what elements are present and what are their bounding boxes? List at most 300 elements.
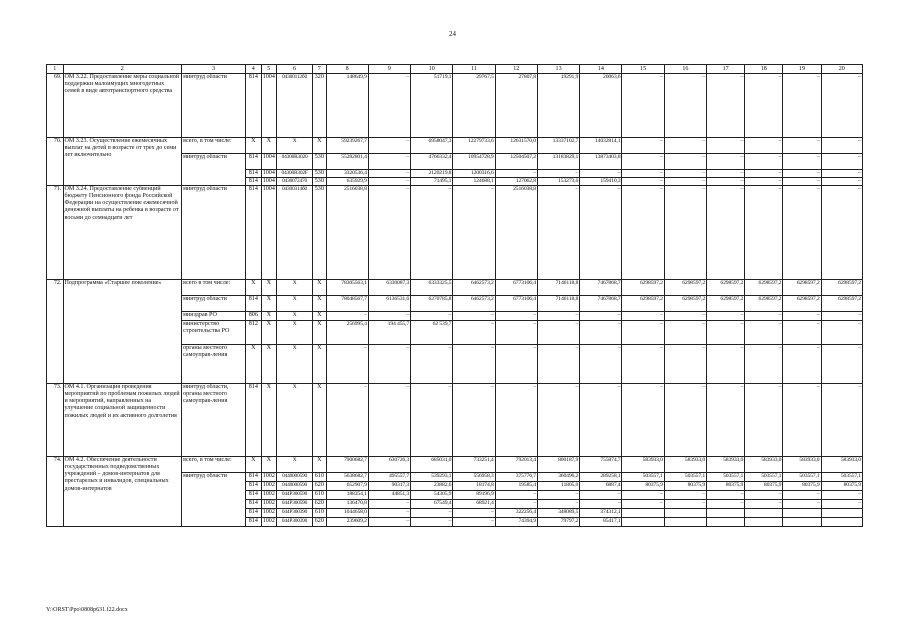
target-article-cell: X [277,321,313,345]
amount-cell: – [707,321,745,345]
executor-cell: минтруд области [182,74,246,138]
amount-cell: – [745,138,783,154]
amount-cell: – [745,186,783,280]
col-header: 3 [182,65,246,74]
amount-cell [622,518,664,527]
section-code-cell: 1002 [261,518,276,527]
amount-cell: – [745,491,783,500]
amount-cell: – [664,384,706,457]
amount-cell: 11805,0 [537,482,579,491]
amount-cell: 733251,4 [453,457,495,473]
amount-cell: 55282801,4 [326,154,368,170]
amount-cell: 67549,4 [411,500,453,509]
amount-cell: – [783,321,821,345]
amount-cell: – [411,345,453,384]
amount-cell: 20063,6 [580,74,622,138]
amount-cell: 13183829,1 [537,154,579,170]
col-header: 6 [277,65,313,74]
amount-cell [707,509,745,518]
amount-cell: 13873403,8 [580,154,622,170]
amount-cell: – [622,178,664,186]
amount-cell: 6462573,2 [453,296,495,312]
amount-cell: – [664,321,706,345]
amount-cell: – [453,518,495,527]
amount-cell: 800187,9 [537,457,579,473]
amount-cell: 85417,1 [580,518,622,527]
executor-cell: минтруд области [182,473,246,527]
executor-cell: министерство строительства РО [182,321,246,345]
amount-cell: 59239267,7 [326,138,368,154]
section-code-cell: 1002 [261,491,276,500]
amount-cell: – [745,384,783,457]
amount-cell: – [453,509,495,518]
amount-cell: – [707,500,745,509]
section-code-cell: 1002 [261,473,276,482]
amount-cell: 6298597,2 [622,296,664,312]
expense-type-cell: 610 [313,509,326,518]
amount-cell: 6298597,2 [707,296,745,312]
amount-cell: 7900682,7 [326,457,368,473]
expense-type-cell: X [313,457,326,473]
ministry-code-cell: 814 [246,296,261,312]
amount-cell: – [821,321,862,345]
amount-cell: 685031,0 [411,457,453,473]
amount-cell: – [664,491,706,500]
measure-name-cell: ОМ 3.24. Предоставление субвенций бюджету Пенсионного фонда Российской Федерации на осуществление ежемесячной денежной выплаты на ребенка в возрасте от восьми до семнадцати лет [63,186,182,280]
expense-type-cell: 620 [313,500,326,509]
expense-type-cell: X [313,321,326,345]
amount-cell: 68921,4 [453,500,495,509]
col-header: 16 [664,65,706,74]
amount-cell: – [368,500,410,509]
amount-cell: – [783,186,821,280]
amount-cell: 159410,3 [580,178,622,186]
table-row [47,384,863,457]
amount-cell: – [537,321,579,345]
col-header: 1 [47,65,64,74]
amount-cell: 74394,9 [495,518,537,527]
amount-cell: – [745,312,783,321]
amount-cell: – [745,154,783,170]
amount-cell: 583933,0 [783,457,821,473]
ministry-code-cell: 814 [246,384,261,457]
col-header: 8 [326,65,368,74]
col-header: 2 [63,65,182,74]
amount-cell: – [707,312,745,321]
amount-cell: 194 455,7 [368,321,410,345]
target-article-cell: X [277,384,313,457]
amount-cell: – [664,74,706,138]
amount-cell: – [707,384,745,457]
row-number-cell: 70. [47,138,64,186]
amount-cell: 239609,2 [326,518,368,527]
amount-cell: – [495,491,537,500]
amount-cell: – [821,186,862,280]
target-article-cell: 0440000590 [277,473,313,482]
target-article-cell: X [277,312,313,321]
amount-cell: – [745,74,783,138]
amount-cell: 322256,4 [495,509,537,518]
amount-cell: – [783,74,821,138]
col-header: 18 [745,65,783,74]
amount-cell: – [368,170,410,178]
section-code-cell: X [261,296,276,312]
row-number-cell: 74. [47,457,64,527]
amount-cell [664,518,706,527]
amount-cell: 13337102,7 [537,138,579,154]
expense-type-cell: X [313,384,326,457]
amount-cell: – [745,178,783,186]
amount-cell: – [707,345,745,384]
measure-name-cell: ОМ 3.22. Предоставление меры социальной поддержки малоимущих многодетных семей в виде автотранспортного средства [63,74,182,138]
amount-cell: 7467868,7 [580,296,622,312]
amount-cell: – [783,312,821,321]
page-number: 24 [449,30,456,38]
amount-cell: – [707,186,745,280]
amount-cell: – [368,178,410,186]
amount-cell: 6270785,8 [411,296,453,312]
col-header: 20 [821,65,862,74]
ministry-code-cell: 814 [246,491,261,500]
measure-name-cell: ОМ 4.1. Организация проведения мероприятий по проблемам пожилых людей и мероприятий, направленных на улучшение социальной защищенности пожилых людей и их активного долголетия [63,384,182,457]
amount-cell: – [495,312,537,321]
executor-cell: всего в том числе: [182,280,246,296]
amount-cell: – [707,138,745,154]
target-article-cell: 044P300590 [277,491,313,500]
amount-cell: 635929,9 [326,178,368,186]
section-code-cell: 1004 [261,186,276,280]
amount-cell: 6298597,2 [622,280,664,296]
section-code-cell: X [261,138,276,154]
amount-cell: 503557,1 [707,473,745,482]
amount-cell [664,509,706,518]
col-header: 11 [453,65,495,74]
target-article-cell: 044P300390 [277,518,313,527]
amount-cell: 12279733,6 [453,138,495,154]
amount-cell: 12504507,2 [495,154,537,170]
amount-cell: 503557,1 [664,473,706,482]
amount-cell: 495557,7 [368,473,410,482]
executor-cell: всего, в том числе: [182,457,246,473]
amount-cell: – [821,312,862,321]
target-article-cell: X [277,138,313,154]
amount-cell: – [664,138,706,154]
amount-cell: 792013,4 [495,457,537,473]
executor-cell: минтруд области [182,154,246,186]
target-article-cell: 04300112б0 [277,74,313,138]
amount-cell [622,509,664,518]
amount-cell: 583933,0 [821,457,862,473]
amount-cell: 80375,9 [745,482,783,491]
col-header: 17 [707,65,745,74]
amount-cell: 583933,0 [745,457,783,473]
col-header: 4 [246,65,261,74]
amount-cell: – [745,321,783,345]
row-number-cell: 72. [47,280,64,384]
amount-cell: 23882,6 [411,482,453,491]
amount-cell: 256995,4 [326,321,368,345]
amount-cell: – [821,178,862,186]
ministry-code-cell: X [246,457,261,473]
amount-cell: 71495,1 [411,178,453,186]
amount-cell [821,518,862,527]
target-article-cell: X [277,280,313,296]
amount-cell: 29767,5 [453,74,495,138]
amount-cell: 19291,9 [537,74,579,138]
amount-cell: – [821,138,862,154]
amount-cell: – [368,509,410,518]
amount-cell: – [783,345,821,384]
amount-cell: – [707,74,745,138]
amount-cell: 90317,3 [368,482,410,491]
amount-cell: 6773106,4 [495,296,537,312]
amount-cell: 3320536,4 [326,170,368,178]
target-article-cell: X [277,457,313,473]
expense-type-cell: 620 [313,482,326,491]
amount-cell: – [411,518,453,527]
amount-cell: 18174,8 [453,482,495,491]
amount-cell: 583933,0 [707,457,745,473]
amount-cell: 6298597,2 [745,280,783,296]
amount-cell: – [537,170,579,178]
amount-cell: – [580,345,622,384]
amount-cell: – [783,384,821,457]
amount-cell: – [745,345,783,384]
col-header: 19 [783,65,821,74]
amount-cell: 755874,7 [580,457,622,473]
amount-cell: – [821,345,862,384]
target-article-cell: 04300R302F [277,170,313,178]
amount-cell: 6330087,3 [368,280,410,296]
ministry-code-cell: 806 [246,312,261,321]
amount-cell [783,518,821,527]
amount-cell: 289258,1 [580,473,622,482]
amount-cell: 78305563,1 [326,280,368,296]
section-code-cell: 1004 [261,154,276,170]
amount-cell: – [326,312,368,321]
amount-cell: – [537,384,579,457]
amount-cell: 360496,2 [537,473,579,482]
amount-cell: 7146118,8 [537,296,579,312]
amount-cell: 78048567,7 [326,296,368,312]
amount-cell: – [580,186,622,280]
amount-cell: – [368,345,410,384]
amount-cell: – [622,74,664,138]
amount-cell: 27807,8 [495,74,537,138]
amount-cell: 4766332,4 [411,154,453,170]
expense-type-cell: 530 [313,170,326,178]
amount-cell: – [368,312,410,321]
amount-cell: 503557,1 [745,473,783,482]
amount-cell: 80375,9 [821,482,862,491]
expense-type-cell: 530 [313,154,326,170]
amount-cell: – [368,186,410,280]
amount-cell: 2516038,8 [495,186,537,280]
amount-cell: – [411,186,453,280]
amount-cell: – [453,321,495,345]
amount-cell [821,509,862,518]
amount-cell: – [326,384,368,457]
target-article-cell: X [277,296,313,312]
amount-cell [745,509,783,518]
expense-type-cell: X [313,296,326,312]
amount-cell: 503557,1 [622,473,664,482]
amount-cell: – [783,138,821,154]
amount-cell: – [783,170,821,178]
amount-cell: 127062,8 [495,178,537,186]
amount-cell: 6298597,2 [664,280,706,296]
ministry-code-cell: 814 [246,154,261,170]
expense-type-cell: 610 [313,473,326,482]
executor-cell: минздрав РО [182,312,246,321]
amount-cell: 503557,1 [821,473,862,482]
amount-cell: – [495,345,537,384]
executor-cell: минтруд области [182,296,246,312]
ministry-code-cell: 814 [246,509,261,518]
amount-cell: – [745,170,783,178]
section-code-cell: 1004 [262,178,275,185]
amount-cell: – [783,154,821,170]
ministry-code-cell: 814 [246,473,261,482]
amount-cell: – [821,154,862,170]
amount-cell: – [368,154,410,170]
column-number-row [47,65,863,74]
ministry-code-cell: 814 [246,178,261,186]
amount-cell: 503557,1 [783,473,821,482]
amount-cell: – [453,345,495,384]
amount-cell: – [622,500,664,509]
amount-cell: – [622,312,664,321]
measure-name-cell: Подпрограмма «Старшее поколение» [63,280,182,384]
amount-cell: 148649,9 [326,74,368,138]
amount-cell: – [495,170,537,178]
amount-cell: 1044658,0 [326,509,368,518]
col-header: 9 [368,65,410,74]
amount-cell: – [368,138,410,154]
amount-cell: 44851,3 [368,491,410,500]
amount-cell: 188354,1 [326,491,368,500]
amount-cell: – [783,500,821,509]
section-code-cell: 1002 [261,482,276,491]
amount-cell: – [664,186,706,280]
col-header: 10 [411,65,453,74]
amount-cell: – [537,345,579,384]
amount-cell: – [411,509,453,518]
amount-cell: 136470,8 [326,500,368,509]
amount-cell: – [783,178,821,186]
expense-type-cell: 530 [313,186,326,280]
amount-cell: – [707,178,745,186]
amount-cell: – [622,170,664,178]
amount-cell: 374312,1 [580,509,622,518]
amount-cell: – [664,500,706,509]
table-row [47,138,863,154]
section-code-cell: 1002 [261,500,276,509]
amount-cell: 6298597,2 [783,296,821,312]
amount-cell: – [622,345,664,384]
amount-cell: 6298597,2 [821,296,862,312]
amount-cell: 1200316,6 [453,170,495,178]
expense-type-cell: X [313,138,326,154]
measure-name-cell: ОМ 4.2. Обеспечение деятельности государственных подведомственных учреждений – домов-интернатов для престарелых и инвалидов, специальных домов-интернатов [63,457,182,527]
amount-cell [707,518,745,527]
amount-cell: – [664,178,706,186]
ministry-code-cell: 814 [246,518,261,527]
executor-cell: всего, в том числе: [182,138,246,154]
amount-cell: 124688,1 [453,178,495,186]
amount-cell: 652907,9 [326,482,368,491]
amount-cell: – [580,384,622,457]
amount-cell: – [821,170,862,178]
amount-cell: – [326,345,368,384]
amount-cell: – [821,500,862,509]
table-row [47,280,863,296]
row-number-cell: 71. [47,186,64,280]
col-header: 14 [580,65,622,74]
amount-cell: – [537,312,579,321]
target-article-cell: 04300R3020 [277,154,313,170]
amount-cell: – [411,384,453,457]
amount-cell: – [622,138,664,154]
amount-cell: – [537,500,579,509]
section-code-cell: 1002 [261,509,276,518]
amount-cell: 583933,0 [622,457,664,473]
amount-cell: – [707,170,745,178]
amount-cell: 539293,1 [411,473,453,482]
amount-cell: 630726,3 [368,457,410,473]
table-row [47,74,863,138]
ministry-code-cell: 812 [246,321,261,345]
col-header: 12 [495,65,537,74]
amount-cell: – [495,321,537,345]
amount-cell: – [783,491,821,500]
amount-cell: – [580,312,622,321]
amount-cell: – [622,186,664,280]
amount-cell: 51719,1 [411,74,453,138]
amount-cell: – [821,491,862,500]
amount-cell: – [580,321,622,345]
amount-cell: – [368,74,410,138]
section-code-cell: X [261,345,276,384]
ministry-code-cell: 814 [246,170,261,178]
amount-cell: 7146118,8 [537,280,579,296]
amount-cell: 6958047,3 [411,138,453,154]
ministry-code-cell: 814 [246,482,261,491]
amount-cell: – [707,154,745,170]
amount-cell: – [622,321,664,345]
ministry-code-cell: X [246,138,261,154]
table-row [47,457,863,473]
col-header: 13 [537,65,579,74]
target-article-cell: 04300314б0 [277,186,313,280]
amount-cell: 6136531,6 [368,296,410,312]
amount-cell: 12631570,0 [495,138,537,154]
amount-cell: 80375,9 [707,482,745,491]
amount-cell: 14032814,1 [580,138,622,154]
section-code-cell: X [261,457,276,473]
executor-cell: минтруд области [182,186,246,280]
amount-cell: – [537,491,579,500]
amount-cell: 153273,6 [537,178,579,186]
table-row [47,186,863,280]
amount-cell: 6298597,2 [664,296,706,312]
amount-cell: 6462573,2 [453,280,495,296]
amount-cell: 10954728,9 [453,154,495,170]
budget-table [46,64,863,527]
amount-cell: 5638682,7 [326,473,368,482]
amount-cell: 6333325,5 [411,280,453,296]
amount-cell: 19585,4 [495,482,537,491]
